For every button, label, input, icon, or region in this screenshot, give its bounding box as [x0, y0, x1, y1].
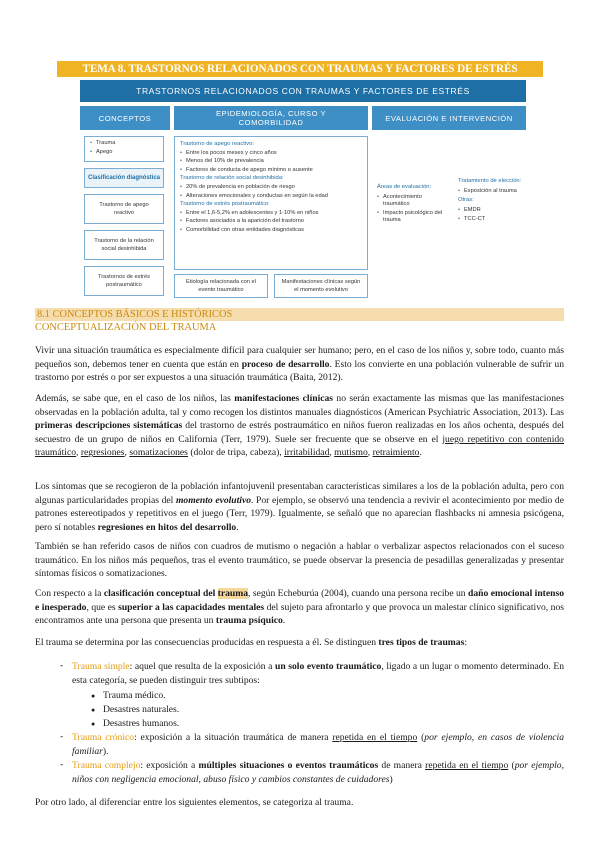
- etiologia-box: [174, 274, 268, 298]
- diagram-col-conceptos: CONCEPTOS: [80, 106, 170, 130]
- concepto-item: • Trauma: [90, 140, 158, 146]
- epi-item: • Comorbilidad con otras entidades diagnósticas: [180, 227, 362, 233]
- subsection-heading: CONCEPTUALIZACIÓN DEL TRAUMA: [35, 322, 217, 333]
- areas-title: Áreas de evaluación:: [377, 184, 432, 190]
- apego-reactivo-label: Trastorno de apego reactivo: [99, 202, 149, 216]
- paragraph-4: También se han referido casos de niños con cuadros de mutismo o negación a hablar o verbalizar aspectos relacionados con el suceso traumático. En los niños más pequeños, tras el evento traumático, se puede observar la presencia de pesadillas generalizadas y presentar síntomas físicos o somatizaciones.: [35, 541, 564, 580]
- clasificacion-label: Clasificación diagnóstica: [87, 175, 161, 181]
- list-item-trauma-simple: Trauma simple: aquel que resulta de la exposición a un solo evento traumático, ligado a un lugar o momento determinado. En esta categoría, se pueden distinguir tres subtipos:: [72, 661, 565, 686]
- apego-reactivo-box: [84, 194, 164, 224]
- epi-item: • Entre los pocos meses y cinco años: [180, 150, 362, 156]
- relacion-social-label: Trastorno de la relación social desinhibida: [94, 238, 154, 252]
- document-title: TEMA 8. TRASTORNOS RELACIONADOS CON TRAUMAS Y FACTORES DE ESTRÉS: [57, 61, 543, 77]
- conceptos-box: [84, 136, 164, 162]
- estres-post-label: Trastornos de estrés postraumático: [98, 274, 150, 288]
- sublist-item: Desastres humanos.: [103, 718, 180, 729]
- area-item: • Impacto psicológico del trauma: [377, 210, 449, 224]
- concept-map-diagram: [80, 80, 526, 298]
- section-heading: 8.1 CONCEPTOS BÁSICOS E HISTÓRICOS: [35, 308, 564, 321]
- list-dash: -: [60, 759, 64, 770]
- manifestaciones-label: Manifestaciones clínicas según el momento evolutivo: [281, 279, 361, 293]
- bullet-dot: ●: [91, 692, 96, 700]
- relacion-social-box: [84, 230, 164, 260]
- list-dash: -: [60, 660, 64, 671]
- epi-heading-apego: Trastorno de apego reactivo:: [180, 141, 254, 147]
- epi-item: • 20% de prevalencia en población de riesgo: [180, 184, 362, 190]
- epi-item: • Alteraciones emocionales y conductas en según la edad: [180, 193, 362, 199]
- bullet-dot: ●: [91, 706, 96, 714]
- etiologia-label: Etiología relacionada con el evento traumático: [186, 279, 256, 293]
- tratamiento-eleccion: [458, 178, 522, 226]
- epi-heading-estres: Trastorno de estrés postraumático:: [180, 201, 270, 208]
- epidemiologia-box: [174, 136, 368, 270]
- otras-title: Otras:: [458, 197, 474, 204]
- paragraph-1: Vivir una situación traumática es especialmente difícil para cualquier ser humano; pero, en el caso de los niños y, sobre todo, cuanto más pequeños son, debemos tener en cuenta que están en proceso de desarrollo. Esto los convierte en una población vulnerable de sufrir un trastorno por estrés o por ser expuestos a una situación traumática (Baita, 2012).: [35, 345, 565, 384]
- epi-item: • Menos del 10% de prevalencia: [180, 158, 362, 164]
- concepto-item: • Apego: [90, 149, 158, 155]
- clasificacion-box: [84, 168, 164, 188]
- diagram-col-evaluacion: EVALUACIÓN E INTERVENCIÓN: [372, 106, 526, 130]
- estres-post-box: [84, 266, 164, 296]
- diagram-col-epidemiologia: EPIDEMIOLOGÍA, CURSO Y COMORBILIDAD: [174, 106, 368, 130]
- sublist-item: Trauma médico.: [103, 690, 166, 701]
- otras-item: • TCC-CT: [458, 216, 522, 223]
- epi-heading-relacion: Trastorno de relación social desinhibida:: [180, 175, 284, 182]
- tratamiento-title: Tratamiento de elección:: [458, 178, 522, 184]
- paragraph-7: Por otro lado, al diferenciar entre los siguientes elementos, se categoriza al trauma.: [35, 797, 354, 808]
- list-item-trauma-cronico: Trauma crónico: exposición a la situación traumática de manera repetida en el tiempo (por ejemplo, en casos de violencia familiar).: [72, 732, 564, 757]
- list-dash: -: [60, 731, 64, 742]
- areas-evaluacion: [377, 184, 449, 227]
- diagram-header: TRASTORNOS RELACIONADOS CON TRAUMAS Y FACTORES DE ESTRÉS: [80, 80, 526, 102]
- otras-item: • EMDR: [458, 207, 522, 214]
- area-item: • Acontecimiento traumático: [377, 194, 449, 208]
- paragraph-6: El trauma se determina por las consecuencias producidas en respuesta a él. Se distinguen tres tipos de traumas:: [35, 637, 467, 648]
- paragraph-2: Además, se sabe que, en el caso de los niños, las manifestaciones clínicas no serán exactamente las mismas que las manifestaciones observadas en la población adulta, tal y como recogen los distintos manuales diagnósticos (American Psychiatric Association, 2013). Las primeras descripciones sistemáticas del trastorno de estrés postraumático en niños fueron realizadas en los años ochenta, después del secuestro de un grupo de niños en California (Terr, 1979). Suele ser frecuente que se observe en el juego repetitivo con contenido traumático, regresiones, somatizaciones (dolor de tripa, cabeza), irritabilidad, mutismo, retraimiento.: [35, 393, 565, 459]
- epi-item: • Factores asociados a la aparición del trastorno: [180, 218, 362, 224]
- manifestaciones-box: [274, 274, 368, 298]
- paragraph-5: Con respecto a la clasificación conceptual del trauma, según Echeburúa (2004), cuando una persona recibe un daño emocional intenso e inesperado, que es superior a las capacidades mentales del sujeto para afrontarlo y que provoca un malestar clínico significativo, nos encontramos ante una persona que presenta un trauma psíquico.: [35, 588, 565, 627]
- paragraph-3: Los síntomas que se recogieron de la población infantojuvenil presentaban características similares a los de la población adulta, pero con algunas particularidades propias del momento evolutivo. Por ejemplo, se observó una tendencia a revivir el acontecimiento por medio de patrones estereotipados y repetitivos en el juego (Terr, 1979). Igualmente, se señaló que no aparecían flashbacks ni amnesia psicógena, pero sí notables regresiones en hitos del desarrollo.: [35, 481, 564, 533]
- list-item-trauma-complejo: Trauma complejo: exposición a múltiples situaciones o eventos traumáticos de manera repetida en el tiempo (por ejemplo, niños con negligencia emocional, abuso físico y cambios constantes de cuidadores): [72, 760, 564, 785]
- tratamiento-item: • Exposición al trauma: [458, 188, 522, 195]
- epi-item: • Entre el 1,6-5,2% en adolescentes y 1-10% en niños: [180, 210, 362, 216]
- epi-item: • Factores de conducta de apego mínimo o ausente: [180, 167, 362, 173]
- bullet-dot: ●: [91, 720, 96, 728]
- sublist-item: Desastres naturales.: [103, 704, 180, 715]
